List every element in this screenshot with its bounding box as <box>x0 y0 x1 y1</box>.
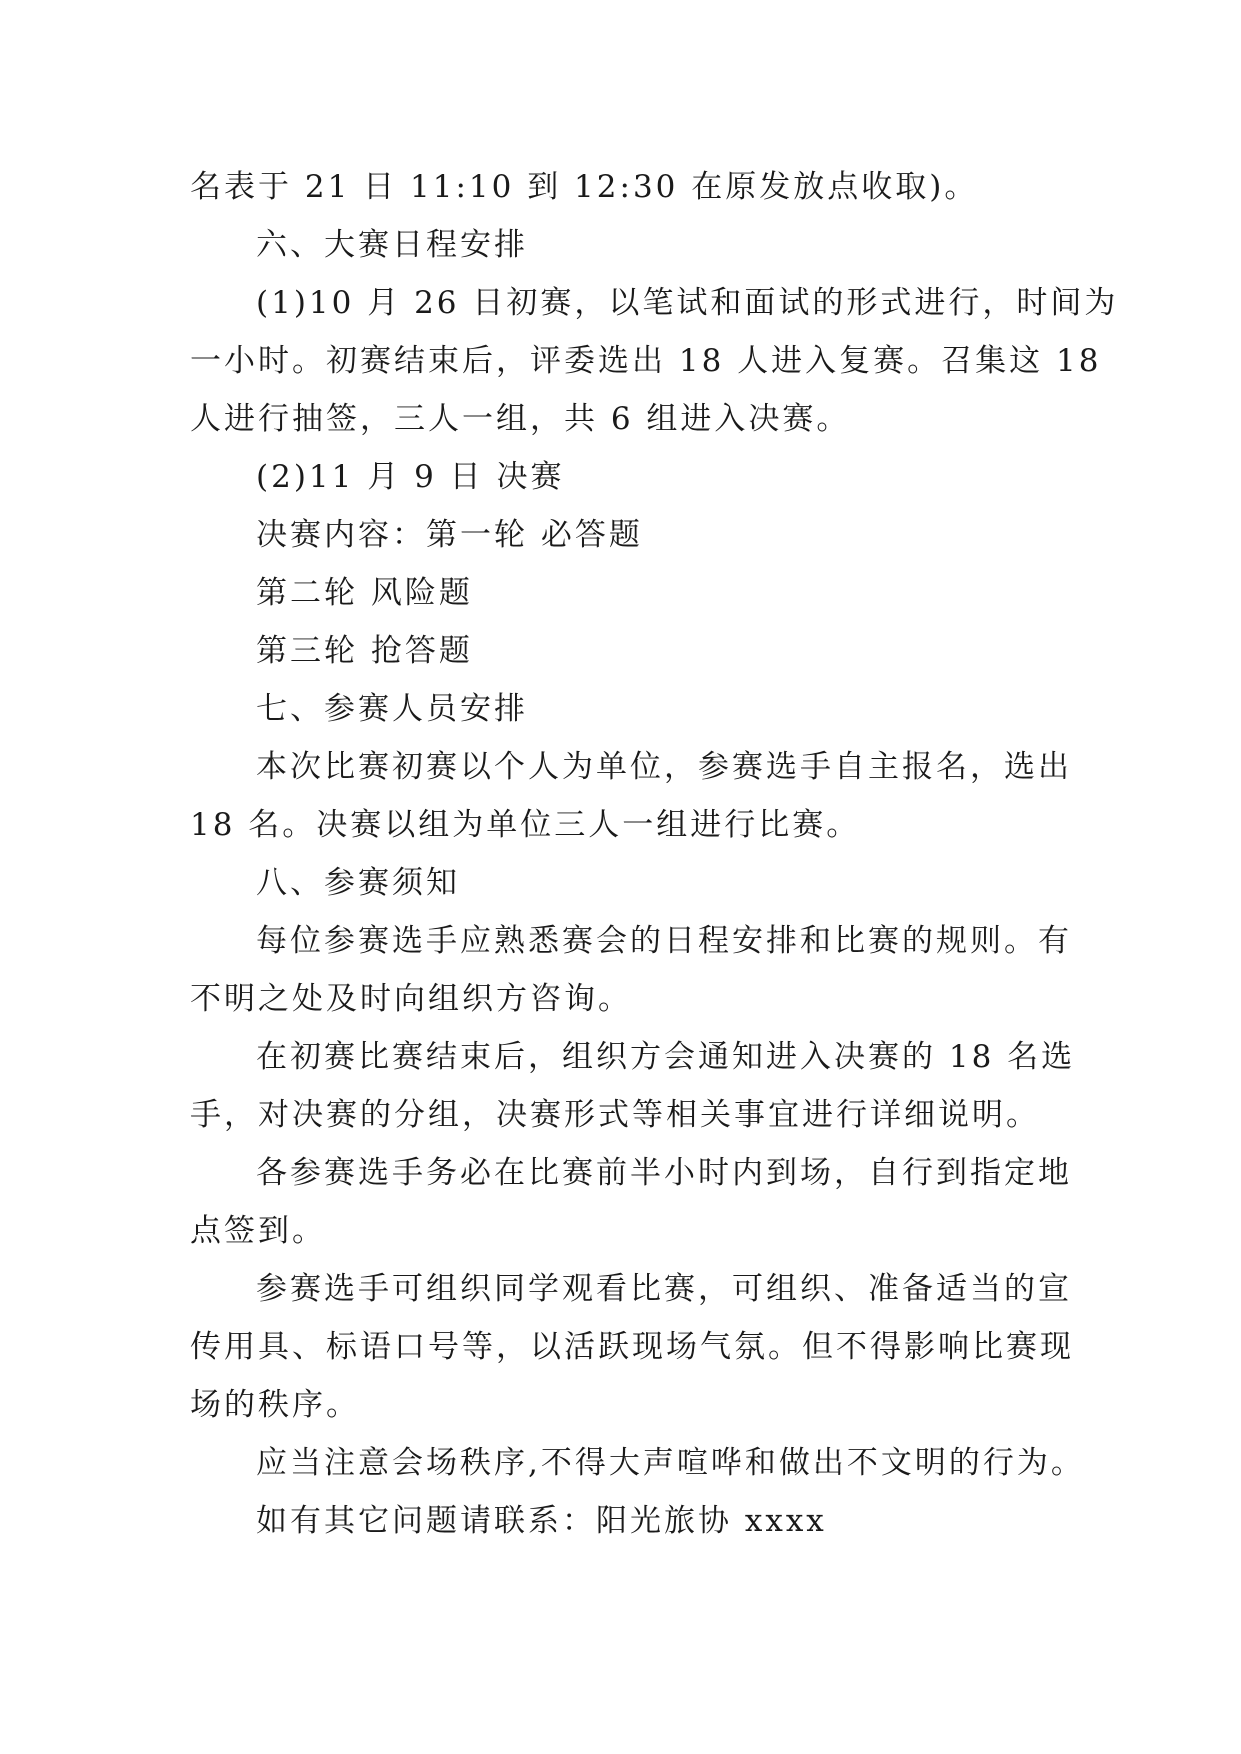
text-line: 传用具、标语口号等，以活跃现场气氛。但不得影响比赛现 <box>190 1329 1074 1365</box>
text-line: 决赛内容：第一轮 必答题 <box>256 517 643 553</box>
text-line: 18 名。决赛以组为单位三人一组进行比赛。 <box>190 807 861 843</box>
text-line: 各参赛选手务必在比赛前半小时内到场，自行到指定地 <box>256 1155 1072 1191</box>
text-line: 手，对决赛的分组，决赛形式等相关事宜进行详细说明。 <box>190 1097 1040 1133</box>
text-line: 第三轮 抢答题 <box>256 633 473 669</box>
contact-line: 如有其它问题请联系：阳光旅协 xxxx <box>256 1503 827 1539</box>
text-line: 应当注意会场秩序,不得大声喧哗和做出不文明的行为。 <box>256 1445 1085 1481</box>
text-line: 名表于 21 日 11:10 到 12:30 在原发放点收取)。 <box>190 169 979 205</box>
text-line: 参赛选手可组织同学观看比赛，可组织、准备适当的宣 <box>256 1271 1072 1307</box>
text-line: (1)10 月 26 日初赛，以笔试和面试的形式进行，时间为 <box>256 285 1119 321</box>
text-line: 场的秩序。 <box>190 1387 360 1423</box>
text-line: 本次比赛初赛以个人为单位，参赛选手自主报名，选出 <box>256 749 1072 785</box>
text-line: 第二轮 风险题 <box>256 575 473 611</box>
section-heading: 六、大赛日程安排 <box>256 227 528 263</box>
section-heading: 七、参赛人员安排 <box>256 691 528 727</box>
text-line: 点签到。 <box>190 1213 326 1249</box>
text-line: 不明之处及时向组织方咨询。 <box>190 981 632 1017</box>
text-line: (2)11 月 9 日 决赛 <box>256 459 565 495</box>
text-line: 一小时。初赛结束后，评委选出 18 人进入复赛。召集这 18 <box>190 343 1102 379</box>
text-line: 每位参赛选手应熟悉赛会的日程安排和比赛的规则。有 <box>256 923 1072 959</box>
text-line: 在初赛比赛结束后，组织方会通知进入决赛的 18 名选 <box>256 1039 1076 1075</box>
section-heading: 八、参赛须知 <box>256 865 460 901</box>
text-line: 人进行抽签，三人一组，共 6 组进入决赛。 <box>190 401 851 437</box>
